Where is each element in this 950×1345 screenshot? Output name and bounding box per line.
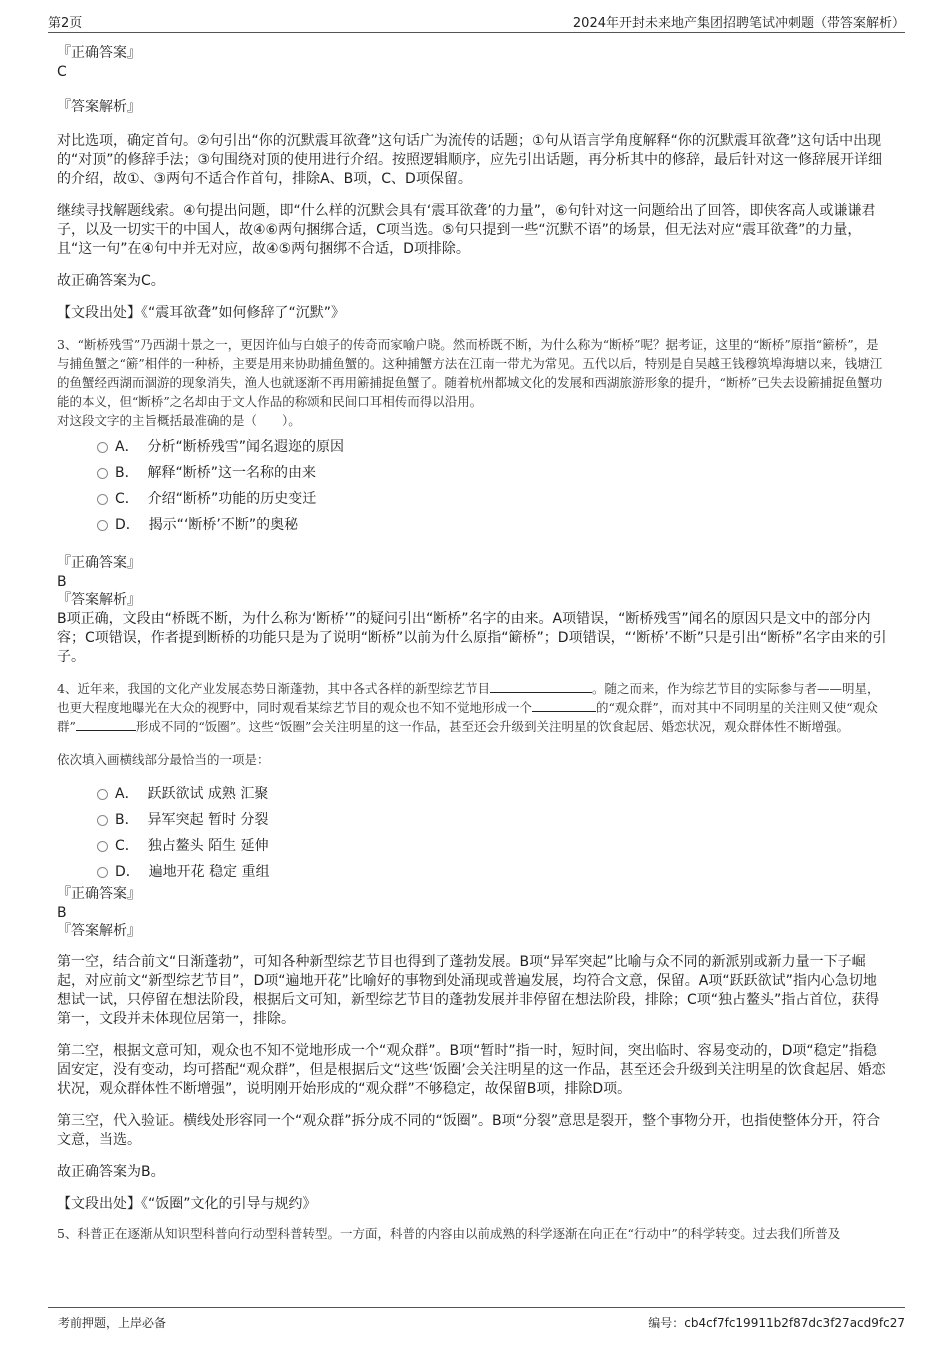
q4-option-b[interactable]: B． 异军突起 暂时 分裂 (57, 807, 887, 833)
q3-option-a[interactable]: A． 分析“断桥残雪”闻名遐迩的原因 (57, 434, 887, 460)
page-number: 第2页 (48, 16, 83, 31)
q4-option-d[interactable]: D． 遍地开花 稳定 重组 (57, 859, 887, 885)
q3-analysis-label: 『答案解析』 (57, 592, 141, 608)
q4-analysis-p1: 第一空，结合前文“日渐蓬勃”，可知各种新型综艺节目也得到了蓬勃发展。B项“异军突起”比喻与众不同的新派别或新力量一下子崛起，对应前文“新型综艺节目”，D项“遍地开花”比喻好的事物到处涌现或普遍发展，均符合文意，保留。A项“跃跃欲试”指内心急切地想试一试，只停留在想法阶段，根据后文可知，新型综艺节目的蓬勃发展并非停留在想法阶段，排除；C项“独占鳌头”指占首位，获得第一，文段并未体现位居第一，排除。 (57, 954, 880, 1027)
q4-option-c[interactable]: C． 独占鳌头 陌生 延伸 (57, 833, 887, 859)
blank-2 (532, 699, 596, 712)
q4-answer: B (57, 905, 67, 921)
q2-source: 【文段出处】《“震耳欲聋”如何修辞了“沉默”》 (57, 305, 346, 321)
q3-options (57, 434, 887, 538)
q4-analysis-label: 『答案解析』 (57, 923, 141, 939)
q4-analysis-p3: 第三空，代入验证。横线处形容同一个“观众群”拆分成不同的“饭圈”。B项“分裂”意思是裂开，整个事物分开，也指使整体分开，符合文意，当选。 (57, 1113, 881, 1148)
q3-answer-label: 『正确答案』 (57, 555, 141, 571)
q2-analysis-p1: 对比选项，确定首句。②句引出“你的沉默震耳欲聋”这句话广为流传的话题；①句从语言学角度解释“你的沉默震耳欲聋”这句话中出现的“对顶”的修辞手法；③句围绕对顶的使用进行介绍。按照逻辑顺序，应先引出话题，再分析其中的修辞，最后针对这一修辞展开详细的介绍，故①、③两句不适合作首句，排除A、B项，C、D项保留。 (57, 133, 883, 187)
q4-option-a[interactable]: A． 跃跃欲试 成熟 汇聚 (57, 781, 887, 807)
footer-slogan: 考前押题，上岸必备 (58, 1316, 167, 1330)
q2-analysis-p2: 继续寻找解题线索。④句提出问题，即“什么样的沉默会具有‘震耳欲聋’的力量”，⑥句针对这一问题给出了回答，即侠客高人或谦谦君子，以及一切实干的中国人，故④⑥两句捆绑合适，C项当选。⑤句只提到一些“沉默不语”的场景，但无法对应“震耳欲聋”的力量，且“这一句”在④句中并无对应，故④⑤两句捆绑不合适，D项排除。 (57, 203, 876, 257)
blank-3 (76, 718, 136, 731)
q4-stem: 4、近年来，我国的文化产业发展态势日渐蓬勃，其中各式各样的新型综艺节目 。随之而来，作为综艺节目的实际参与者——明星，也更大程度地曝光在大众的视野中，同时观看某综艺节目的观众也不知不觉地形成一个 的“观众群”，而对其中不同明星的关注则又使“观众群” 形成不同的“饭圈”。这些“饭圈”会关注明星的这一作品，甚至还会升级到关注明星的饮食起居、婚恋状况，观众群体性不断增强。 (57, 681, 880, 734)
q4-source: 【文段出处】《“饭圈”文化的引导与规约》 (57, 1196, 317, 1212)
q4-answer-label: 『正确答案』 (57, 886, 141, 902)
q2-analysis-label: 『答案解析』 (57, 99, 141, 115)
q2-answer-label: 『正确答案』 (57, 45, 141, 61)
q3-option-c[interactable]: C． 介绍“断桥”功能的历史变迁 (57, 486, 887, 512)
q3-option-d[interactable]: D． 揭示“‘断桥’不断”的奥秘 (57, 512, 887, 538)
q3-answer: B (57, 574, 67, 590)
q3-stem: 3、“断桥残雪”乃西湖十景之一，更因许仙与白娘子的传奇而家喻户晓。然而桥既不断，为什么称为“断桥”呢？据考证，这里的“断桥”原指“簖桥”，是与捕鱼蟹之“簖”相伴的一种桥，主要是用来协助捕鱼蟹的。这种捕蟹方法在江南一带尤为常见。五代以后，特别是自吴越王钱穆筑埠海塘以来，钱塘江的鱼蟹经西湖而涸游的现象消失，渔人也就逐渐不再用簖捕捉鱼蟹了。随着杭州都城文化的发展和西湖旅游形象的提升，“断桥”已失去设簖捕捉鱼蟹功能的本义，但“断桥”之名却由于文人作品的称颂和民间口耳相传而得以沿用。 (57, 337, 883, 409)
q2-answer: C (57, 64, 67, 80)
q2-analysis-p3: 故正确答案为C。 (57, 273, 165, 289)
page-footer (48, 1307, 905, 1335)
radio-icon[interactable] (97, 520, 108, 531)
radio-icon[interactable] (97, 468, 108, 479)
page-header (48, 12, 905, 33)
radio-icon[interactable] (97, 494, 108, 505)
q4-analysis-p4: 故正确答案为B。 (57, 1164, 165, 1180)
radio-icon[interactable] (97, 442, 108, 453)
document-title: 2024年开封未来地产集团招聘笔试冲刺题（带答案解析） (572, 16, 905, 31)
q4-question: 依次填入画横线部分最恰当的一项是： (57, 752, 270, 767)
blank-1 (490, 680, 592, 693)
radio-icon[interactable] (97, 789, 108, 800)
q3-analysis: B项正确，文段由“桥既不断，为什么称为‘断桥’”的疑问引出“断桥”名字的由来。A项错误，“断桥残雪”闻名的原因只是文中的部分内容；C项错误，作者提到断桥的功能只是为了说明“断桥”以前为什么原指“簖桥”；D项错误，“‘断桥’不断”只是引出“断桥”名字由来的引子。 (57, 611, 887, 665)
q4-analysis-p2: 第二空，根据文意可知，观众也不知不觉地形成一个“观众群”。B项“暂时”指一时，短时间，突出临时、容易变动的，D项“稳定”指稳固安定，没有变动，均可搭配“观众群”，但是根据后文“这些‘饭圈’会关注明星的这一作品，甚至还会升级到关注明星的饮食起居、婚恋状况，观众群体性不断增强”，说明刚开始形成的“观众群”不够稳定，故保留B项，排除D项。 (57, 1043, 886, 1097)
q3-option-b[interactable]: B． 解释“断桥”这一名称的由来 (57, 460, 887, 486)
q4-options (57, 781, 887, 885)
q5-stem: 5、科普正在逐渐从知识型科普向行动型科普转型。一方面，科普的内容由以前成熟的科学逐渐在向正在“行动中”的科学转变。过去我们所普及 (57, 1226, 841, 1241)
q3-question: 对这段文字的主旨概括最准确的是（ ）。 (57, 413, 301, 428)
document-id: 编号：cb4cf7fc19911b2f87dc3f27acd9fc27 (648, 1316, 905, 1330)
radio-icon[interactable] (97, 867, 108, 878)
page-content (57, 44, 887, 1243)
radio-icon[interactable] (97, 815, 108, 826)
radio-icon[interactable] (97, 841, 108, 852)
